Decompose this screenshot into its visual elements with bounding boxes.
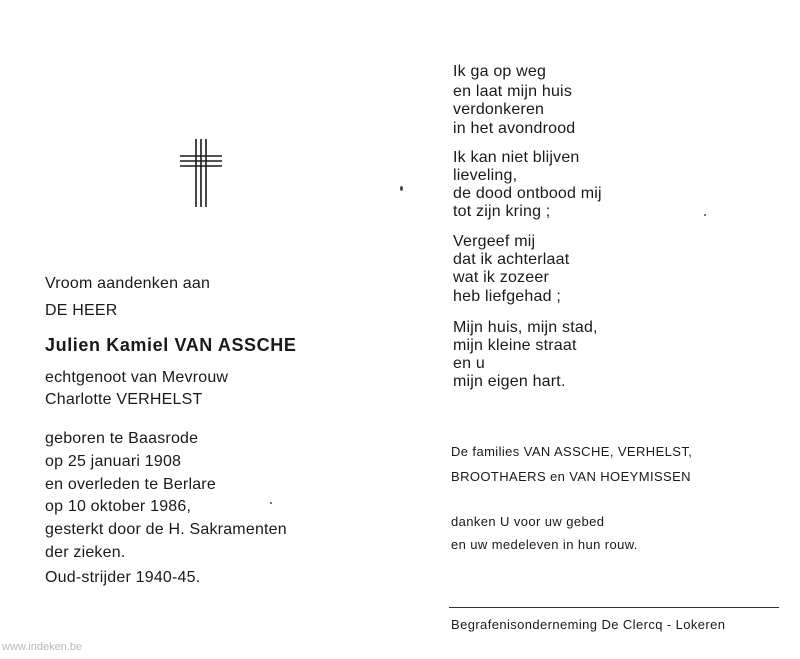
title-text: DE HEER — [45, 302, 118, 319]
poem-line: wat ik zozeer — [453, 269, 549, 286]
deceased-name: Julien Kamiel VAN ASSCHE — [45, 335, 297, 355]
poem-line: Ik kan niet blijven — [453, 149, 580, 166]
families-line-2: BROOTHAERS en VAN HOEYMISSEN — [451, 469, 691, 484]
poem-line: tot zijn kring ; — [453, 203, 551, 220]
sacraments-line-1: gesterkt door de H. Sakramenten — [45, 521, 287, 538]
poem-line: en laat mijn huis — [453, 83, 573, 100]
intro-text: Vroom aandenken aan — [45, 275, 211, 292]
died-line-2: op 10 oktober 1986, — [45, 498, 192, 515]
spouse-line-2: Charlotte VERHELST — [45, 391, 203, 408]
veteran-text: Oud-strijder 1940-45. — [45, 569, 201, 586]
cross-icon — [178, 137, 224, 209]
sacraments-line-2: der zieken. — [45, 544, 126, 561]
poem-line: verdonkeren — [453, 101, 545, 118]
died-line-1: en overleden te Berlare — [45, 476, 216, 493]
poem-line: dat ik achterlaat — [453, 251, 570, 268]
families-line-1: De families VAN ASSCHE, VERHELST, — [451, 444, 693, 459]
poem-line: de dood ontbood mij — [453, 185, 602, 202]
born-line-1: geboren te Baasrode — [45, 430, 199, 447]
poem-line: mijn eigen hart. — [453, 373, 566, 390]
poem-line: mijn kleine straat — [453, 337, 577, 354]
poem-line: in het avondrood — [453, 120, 576, 137]
poem-line: Vergeef mij — [453, 233, 536, 250]
watermark-text: www.indeken.be — [2, 641, 83, 653]
poem-line: Ik ga op weg — [453, 63, 547, 80]
poem-line: en u — [453, 355, 485, 372]
poem-line: lieveling, — [453, 167, 518, 184]
poem-line: Mijn huis, mijn stad, — [453, 319, 598, 336]
spouse-line-1: echtgenoot van Mevrouw — [45, 369, 229, 386]
thanks-line-2: en uw medeleven in hun rouw. — [451, 537, 638, 552]
undertaker-text: Begrafenisonderneming De Clercq - Lokeren — [451, 617, 726, 632]
born-line-2: op 25 januari 1908 — [45, 453, 182, 470]
divider-rule — [449, 607, 779, 608]
print-speck — [400, 186, 403, 191]
poem-line: heb liefgehad ; — [453, 288, 561, 305]
thanks-line-1: danken U voor uw gebed — [451, 514, 605, 529]
print-speck — [270, 502, 272, 504]
print-speck — [704, 214, 706, 216]
